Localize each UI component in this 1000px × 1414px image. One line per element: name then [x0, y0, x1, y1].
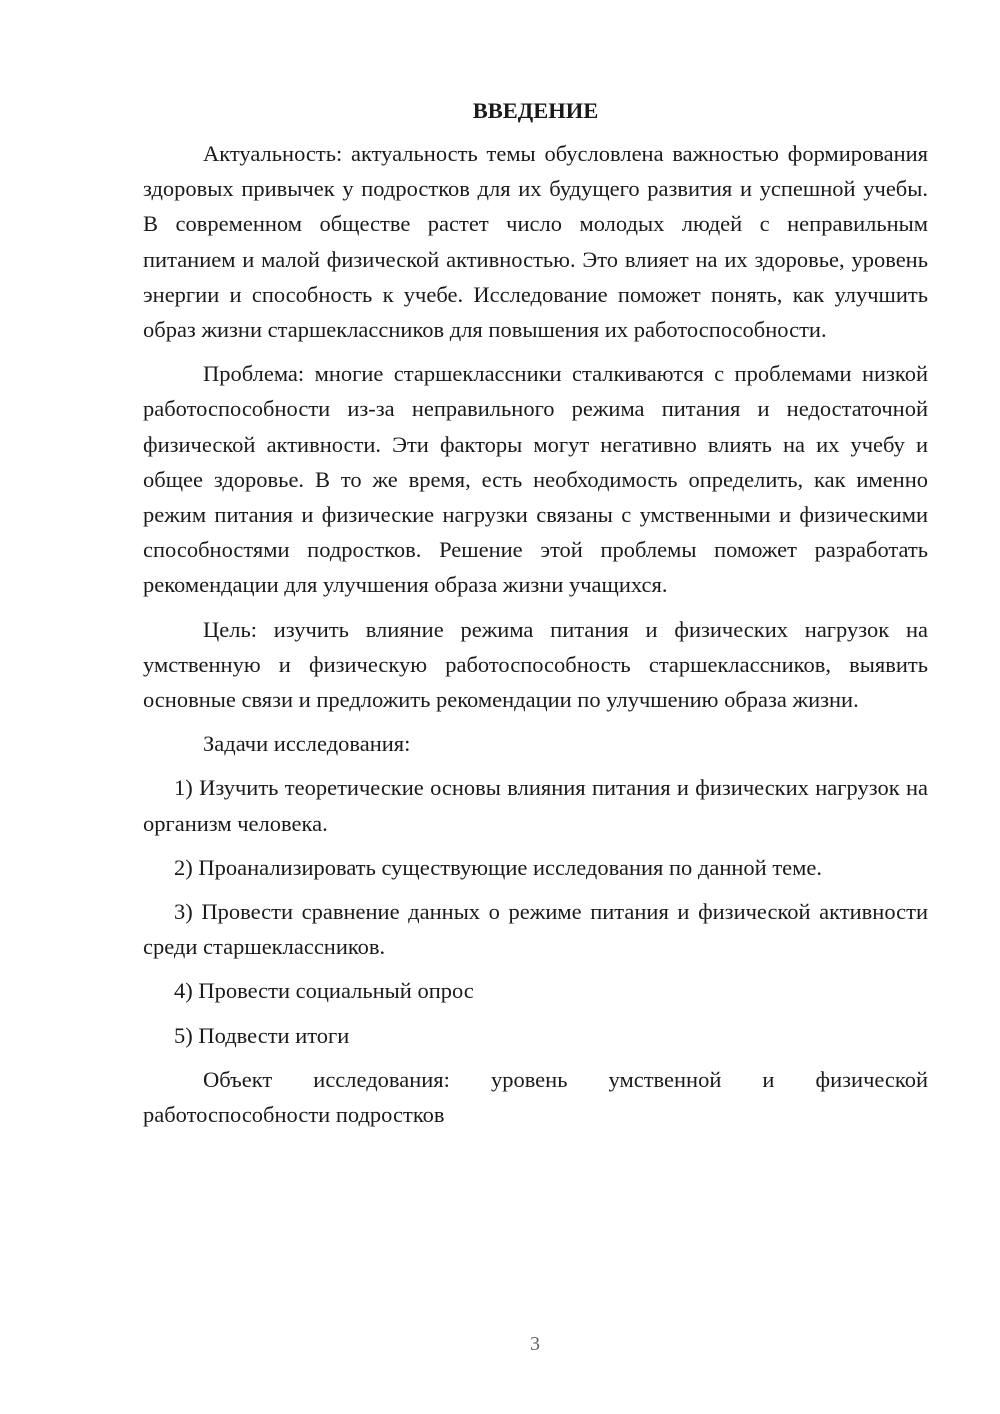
paragraph-relevance: Актуальность: актуальность темы обусловлена важностью формирования здоровых привычек у подростков для их будущего развития и успешной учебы. В современном обществе растет число молодых людей с неправильным питанием и малой физической активностью. Это влияет на их здоровье, уровень энергии и способность к учебе. Исследование поможет понять, как улучшить образ жизни старшеклассников для повышения их работоспособности.: [143, 141, 928, 343]
task-item-4: 4) Провести социальный опрос: [174, 978, 474, 1004]
paragraph-problem: Проблема: многие старшеклассники сталкиваются с проблемами низкой работоспособности из-за неправильного режима питания и недостаточной физической активности. Эти факторы могут негативно влиять на их учебу и общее здоровье. В то же время, есть необходимость определить, как именно режим питания и физические нагрузки связаны с умственными и физическими способностями подростков. Решение этой проблемы поможет разработать рекомендации для улучшения образа жизни учащихся.: [143, 361, 928, 598]
paragraph-object: Объект исследования: уровень умственной и физической работоспособности подростков: [143, 1066, 928, 1128]
paragraph-goal: Цель: изучить влияние режима питания и физических нагрузок на умственную и физическую работоспособность старшеклассников, выявить основные связи и предложить рекомендации по улучшению образа жизни.: [143, 616, 928, 713]
task-item-3: 3) Провести сравнение данных о режиме питания и физической активности среди старшеклассников.: [143, 899, 928, 960]
section-title: ВВЕДЕНИЕ: [472, 98, 599, 123]
task-item-5: 5) Подвести итоги: [174, 1022, 350, 1048]
page-content: [143, 96, 928, 1141]
task-item-2: 2) Проанализировать существующие исследования по данной теме.: [174, 854, 823, 880]
page-number: 3: [530, 1333, 540, 1355]
task-item-1: 1) Изучить теоретические основы влияния питания и физических нагрузок на организм человека.: [143, 775, 928, 836]
tasks-heading: Задачи исследования:: [203, 731, 411, 757]
